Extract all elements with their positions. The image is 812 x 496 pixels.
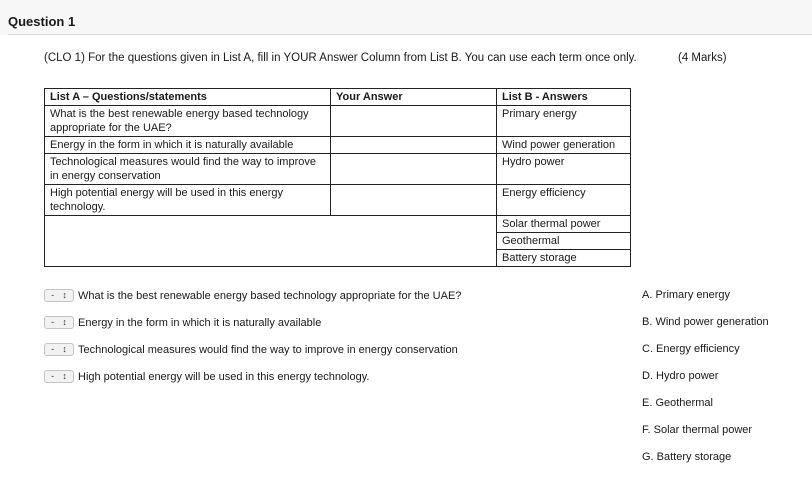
list-b-item: Solar thermal power [502,218,601,230]
match-question-label: High potential energy will be used in this energy technology. [78,370,370,383]
select-value: - [51,371,55,381]
list-b-item: Battery storage [497,249,630,266]
table-row [45,137,631,154]
table-row [45,185,631,216]
answer-option: E. Geothermal [642,397,713,409]
list-a-cell: What is the best renewable energy based technology appropriate for the UAE? [45,106,331,137]
list-b-item: Wind power generation [502,139,616,151]
answer-option: D. Hydro power [642,370,719,382]
list-b-cell [497,106,631,137]
match-question-label: Energy in the form in which it is naturally available [78,316,322,329]
select-value: - [51,317,55,327]
updown-arrow-icon: ↕ [62,290,67,300]
list-b-cell [497,185,631,216]
header-list-b: List B - Answers [497,89,631,106]
header-list-a: List A – Questions/statements [45,89,331,106]
answer-cell [331,154,497,185]
empty-cell [45,216,497,267]
answer-option: A. Primary energy [642,289,731,301]
table-row [45,106,631,137]
updown-arrow-icon: ↕ [62,317,67,327]
answer-option: G. Battery storage [642,451,732,463]
list-b-item: Primary energy [502,108,577,120]
header-your-answer: Your Answer [331,89,497,106]
select-value: - [51,290,55,300]
match-row-3 [44,343,458,356]
updown-arrow-icon: ↕ [62,344,67,354]
list-a-cell: Technological measures would find the way to improve in energy conservation [45,154,331,185]
list-b-item: Hydro power [502,156,565,168]
question-title: Question 1 [8,14,76,29]
answer-option: C. Energy efficiency [642,343,740,355]
select-value: - [51,344,55,354]
list-b-item: Energy efficiency [502,187,586,199]
match-row-2 [44,316,321,329]
table-row [45,216,631,267]
answer-select-3[interactable] [44,343,74,356]
question-marks: (4 Marks) [678,52,727,64]
match-row-1 [44,289,461,302]
answer-select-4[interactable] [44,370,74,383]
match-question-label: What is the best renewable energy based technology appropriate for the UAE? [78,289,462,302]
table-header-row [45,89,631,106]
answer-option: B. Wind power generation [642,316,769,328]
answer-option: F. Solar thermal power [642,424,753,436]
list-b-item: Geothermal [497,232,630,249]
answer-cell [331,137,497,154]
list-a-cell: Energy in the form in which it is naturally available [45,137,331,154]
answer-select-2[interactable] [44,316,74,329]
matching-table [44,88,631,267]
updown-arrow-icon: ↕ [62,371,67,381]
match-row-4 [44,370,369,383]
list-b-cell [497,137,631,154]
question-instructions: (CLO 1) For the questions given in List A, fill in YOUR Answer Column from List B. You can use each term once only. [44,52,637,64]
list-b-cell [497,216,631,267]
list-b-cell [497,154,631,185]
table-row [45,154,631,185]
answer-cell [331,106,497,137]
list-a-cell: High potential energy will be used in this energy technology. [45,185,331,216]
match-question-label: Technological measures would find the way to improve in energy conservation [78,343,458,356]
answer-select-1[interactable] [44,289,74,302]
answer-cell [331,185,497,216]
